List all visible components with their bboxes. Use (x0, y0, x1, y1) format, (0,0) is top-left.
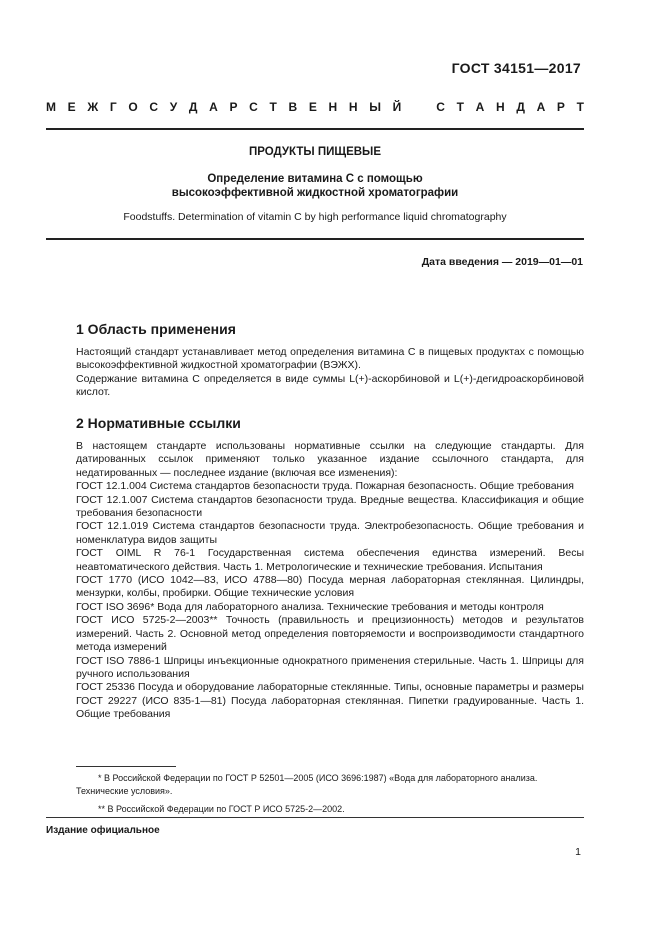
section-2-heading: 2 Нормативные ссылки (76, 415, 241, 431)
title-rule (46, 238, 584, 240)
banner-letter: Т (576, 100, 584, 114)
banner-letter: Н (348, 100, 358, 114)
standard-code: ГОСТ 34151—2017 (451, 60, 581, 76)
banner-letter: А (536, 100, 546, 114)
banner-letter: Ж (87, 100, 99, 114)
reference-item: ГОСТ ИСО 5725-2—2003** Точность (правильность и прецизионность) методов и результатов измерений. Часть 2. Основной метод определения повторяемости и воспроизводимости стандартного метода измерений (76, 614, 584, 654)
footnote: ** В Российской Федерации по ГОСТ Р ИСО 5725-2—2002. (98, 804, 345, 814)
banner-letter: С (436, 100, 445, 114)
document-subtitle (46, 172, 584, 200)
page-number: 1 (575, 846, 581, 858)
banner-letter: М (46, 100, 56, 114)
header-rule (46, 128, 584, 130)
banner-letter: С (149, 100, 159, 114)
reference-item: ГОСТ 1770 (ИСО 1042—83, ИСО 4788—80) Посуда мерная лабораторная стеклянная. Цилиндры, мензурки, колбы, пробирки. Общие технические условия (76, 574, 584, 600)
banner-letter: Н (495, 100, 505, 114)
reference-item: ГОСТ ISO 7886-1 Шприцы инъекционные однократного применения стерильные. Часть 1. Шприцы для ручного использования (76, 654, 584, 680)
footnote-separator (76, 766, 176, 767)
subtitle-line-2: высокоэффективной жидкостной хроматографии (171, 187, 459, 199)
banner-letter: Ы (369, 100, 381, 114)
official-edition-label: Издание официальное (46, 825, 160, 836)
banner-letter: А (475, 100, 485, 114)
banner-letter: Н (328, 100, 338, 114)
reference-item: ГОСТ 12.1.007 Система стандартов безопасности труда. Вредные вещества. Классификация и общие требования безопасности (76, 493, 584, 520)
banner-letter: Г (109, 100, 117, 114)
banner-letter: Т (456, 100, 464, 114)
english-title: Foodstuffs. Determination of vitamin С by high performance liquid chromatography (123, 211, 507, 223)
banner-letter: В (288, 100, 298, 114)
banner-letter: А (209, 100, 218, 114)
reference-item: ГОСТ ISO 3696* Вода для лабораторного анализа. Технические требования и методы контроля (76, 600, 544, 613)
reference-item: ГОСТ 12.1.004 Система стандартов безопасности труда. Пожарная безопасность. Общие требования (76, 480, 574, 493)
banner-letter: Р (229, 100, 238, 114)
document-title: ПРОДУКТЫ ПИЩЕВЫЕ (248, 146, 381, 158)
section-2-intro: В настоящем стандарте использованы нормативные ссылки на следующие стандарты. Для датированных ссылок применяют только указанное издание ссылочного стандарта, для недатированных — последнее издание (включая все изменения): (76, 440, 584, 479)
footnotes (76, 772, 584, 821)
banner-letter: Р (556, 100, 565, 114)
reference-item: ГОСТ 12.1.019 Система стандартов безопасности труда. Электробезопасность. Общие требования и номенклатура видов защиты (76, 520, 584, 546)
banner-letter: У (169, 100, 178, 114)
interstate-standard-banner (46, 100, 584, 114)
date-of-introduction: Дата введения — 2019—01—01 (421, 256, 583, 268)
section-2-body (76, 440, 584, 722)
subtitle-line-1: Определение витамина С с помощью (207, 173, 423, 185)
banner-letter: Т (269, 100, 277, 114)
section-1-body (76, 346, 584, 400)
reference-item: ГОСТ 25336 Посуда и оборудование лабораторные стеклянные. Типы, основные параметры и размеры (76, 681, 584, 694)
reference-item: ГОСТ 29227 (ИСО 835-1—81) Посуда лабораторная стеклянная. Пипетки градуированные. Часть 1. Общие требования (76, 694, 584, 721)
banner-letter: О (128, 100, 138, 114)
edition-rule (46, 817, 584, 818)
banner-letter: Й (392, 100, 402, 114)
section-1-paragraph: Содержание витамина С определяется в виде суммы L(+)-аскорбиновой и L(+)-дегидроаскорбиновой кислот. (76, 372, 584, 399)
banner-letter: Е (308, 100, 317, 114)
banner-letter: Е (67, 100, 76, 114)
footnote: * В Российской Федерации по ГОСТ Р 52501—2005 (ИСО 3696:1987) «Вода для лабораторного анализа. Технические условия». (76, 773, 538, 796)
banner-letter: Д (188, 100, 198, 114)
section-1-heading: 1 Область применения (76, 321, 236, 337)
section-1-paragraph: Настоящий стандарт устанавливает метод определения витамина С в пищевых продуктах с помощью высокоэффективной жидкостной хроматографии (ВЭЖХ). (76, 346, 584, 372)
reference-item: ГОСТ OIML R 76-1 Государственная система обеспечения единства измерений. Весы неавтоматического действия. Часть 1. Метрологические и технические требования. Испытания (76, 547, 584, 573)
banner-letter: Д (516, 100, 525, 114)
banner-letter: С (249, 100, 258, 114)
